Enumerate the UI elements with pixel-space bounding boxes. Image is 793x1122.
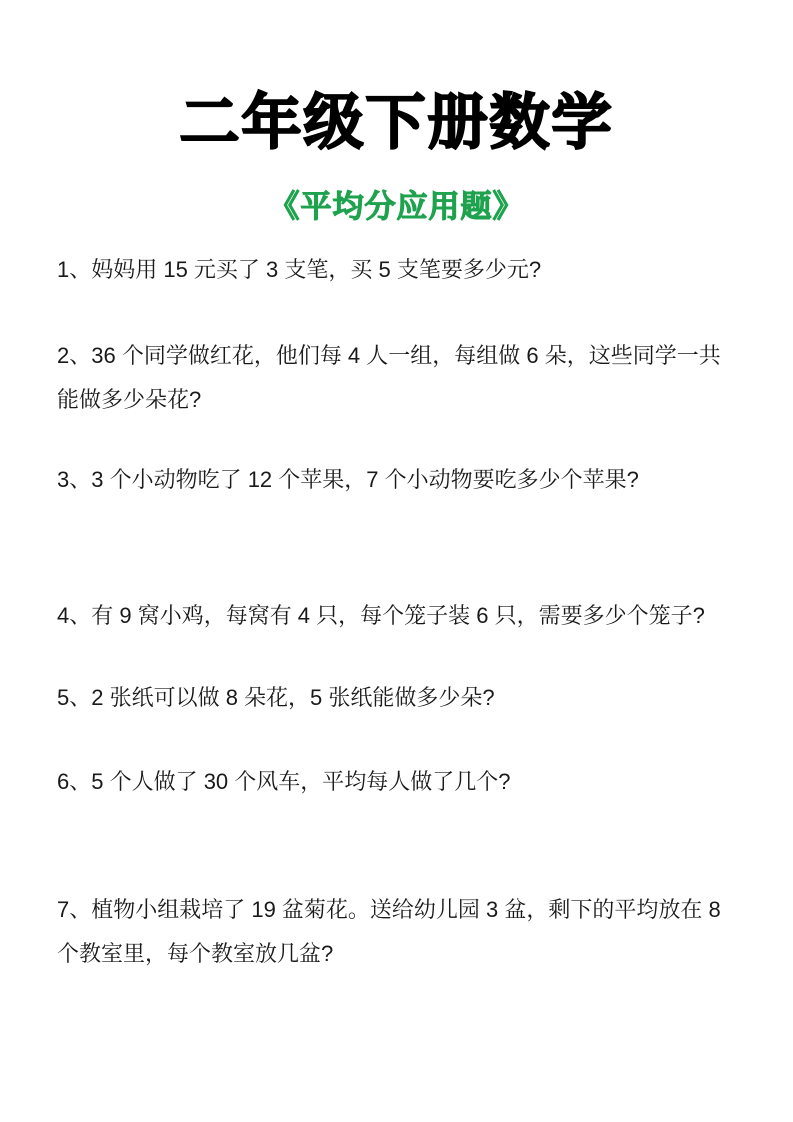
problem-item-7: 7、植物小组栽培了 19 盆菊花。送给幼儿园 3 盆，剩下的平均放在 8 个教室里，每个教室放几盆? [57, 897, 721, 966]
problem-item-2: 2、36 个同学做红花，他们每 4 人一组，每组做 6 朵，这些同学一共能做多少朵花? [57, 343, 721, 412]
problem-item-6: 6、5 个人做了 30 个风车，平均每人做了几个? [57, 769, 511, 794]
worksheet-title: 二年级下册数学 [179, 89, 614, 156]
problem-item-5: 5、2 张纸可以做 8 朵花，5 张纸能做多少朵? [57, 685, 495, 710]
problem-item-3: 3、3 个小动物吃了 12 个苹果，7 个小动物要吃多少个苹果? [57, 467, 639, 492]
worksheet-subtitle: 《平均分应用题》 [268, 189, 525, 224]
problem-list [0, 226, 793, 976]
problem-item-4: 4、有 9 窝小鸡，每窝有 4 只，每个笼子装 6 只，需要多少个笼子? [57, 603, 705, 628]
problem-item-1: 1、妈妈用 15 元买了 3 支笔，买 5 支笔要多少元? [57, 257, 542, 282]
